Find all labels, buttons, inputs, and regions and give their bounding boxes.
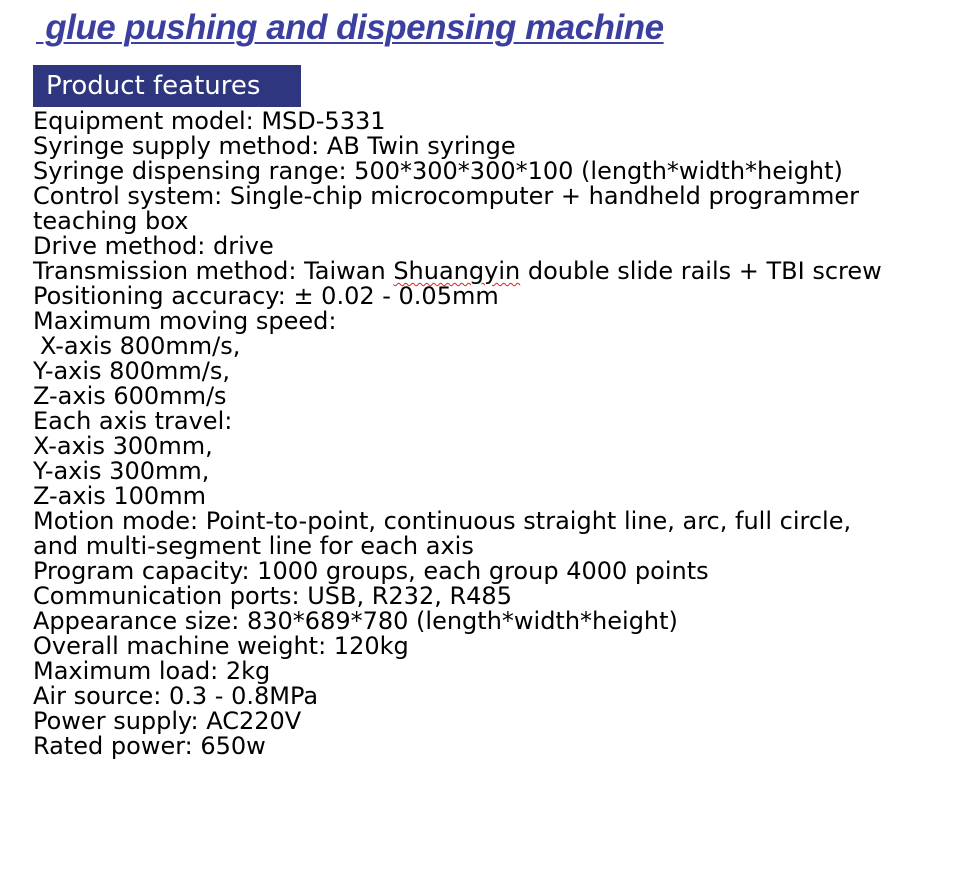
spec-control-system-continued: teaching box (33, 207, 189, 235)
transmission-brand-misspelled: Shuangyin (393, 257, 521, 285)
spec-speed-x: X-axis 800mm/s, (40, 332, 241, 360)
spec-list (33, 109, 953, 759)
spec-dispensing-range: Syringe dispensing range: 500*300*300*100 (length*width*height) (33, 157, 843, 185)
spec-equipment-model: Equipment model: MSD-5331 (33, 107, 386, 135)
spec-speed-y: Y-axis 800mm/s, (33, 357, 230, 385)
spec-transmission-method (33, 259, 953, 284)
spec-speed-z: Z-axis 600mm/s (33, 382, 227, 410)
spec-machine-weight: Overall machine weight: 120kg (33, 632, 409, 660)
spec-syringe-supply: Syringe supply method: AB Twin syringe (33, 132, 516, 160)
spec-communication-ports: Communication ports: USB, R232, R485 (33, 582, 512, 610)
spec-max-speed-label: Maximum moving speed: (33, 307, 337, 335)
spec-motion-mode-continued: and multi-segment line for each axis (33, 532, 474, 560)
spec-travel-y: Y-axis 300mm, (33, 457, 210, 485)
spec-program-capacity: Program capacity: 1000 groups, each group 4000 points (33, 557, 709, 585)
spec-travel-z: Z-axis 100mm (33, 482, 206, 510)
page-title: glue pushing and dispensing machine (36, 8, 664, 47)
product-features-badge: Product features (33, 65, 301, 107)
spec-positioning-accuracy: Positioning accuracy: ± 0.02 - 0.05mm (33, 282, 499, 310)
spec-control-system: Control system: Single-chip microcomputer + handheld programmer (33, 182, 859, 210)
spec-travel-label: Each axis travel: (33, 407, 233, 435)
transmission-suffix: double slide rails + TBI screw (520, 257, 882, 285)
spec-travel-x: X-axis 300mm, (33, 432, 213, 460)
spec-rated-power: Rated power: 650w (33, 732, 266, 760)
spec-drive-method: Drive method: drive (33, 232, 274, 260)
spec-air-source: Air source: 0.3 - 0.8MPa (33, 682, 319, 710)
transmission-prefix: Transmission method: Taiwan (33, 257, 394, 285)
spec-motion-mode: Motion mode: Point-to-point, continuous straight line, arc, full circle, (33, 507, 852, 535)
spec-power-supply: Power supply: AC220V (33, 707, 302, 735)
spec-max-load: Maximum load: 2kg (33, 657, 271, 685)
spec-appearance-size: Appearance size: 830*689*780 (length*width*height) (33, 607, 678, 635)
